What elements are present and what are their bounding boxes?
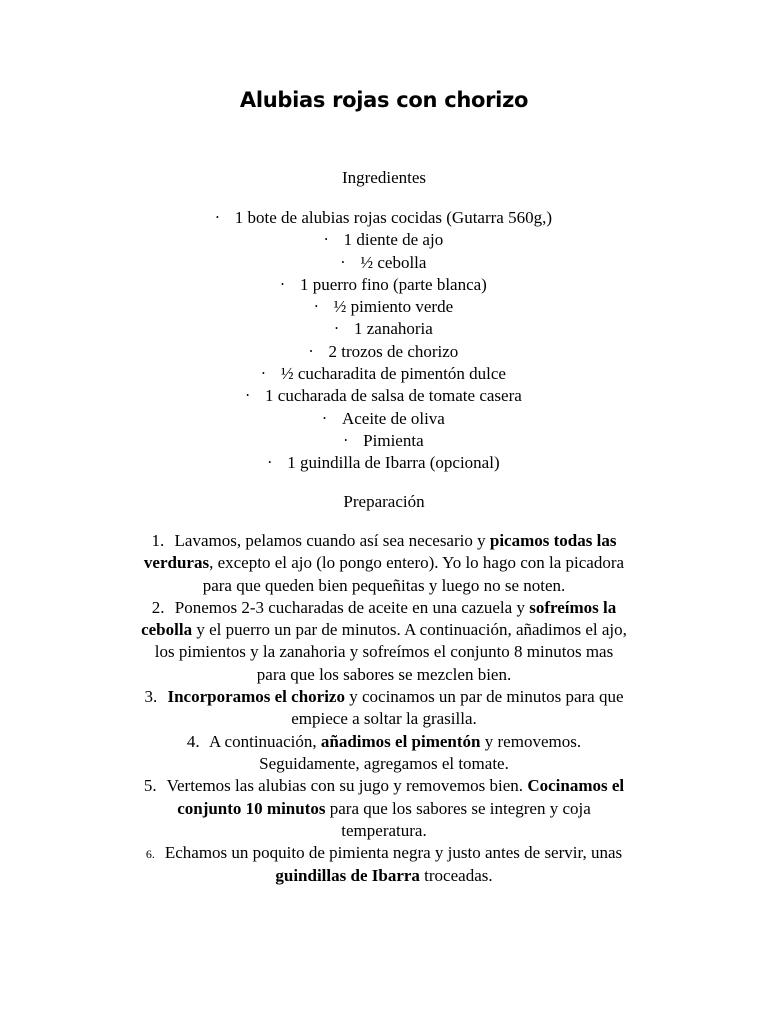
ingredient-text: ½ cebolla xyxy=(360,252,427,272)
ingredient-item xyxy=(0,296,768,318)
ingredient-text: ½ cucharadita de pimentón dulce xyxy=(280,364,506,384)
ingredient-item xyxy=(0,207,768,229)
ingredient-text: ½ pimiento verde xyxy=(333,297,454,317)
step-text: y el puerro un par de minutos. A continuación, añadimos el ajo, los pimientos y la zanahoria y sofreímos el conjunto 8 minutos mas para que los sabores se mezclen bien. xyxy=(154,620,627,684)
step-item xyxy=(140,686,628,731)
step-text: Vertemos las alubias con su jugo y removemos bien. xyxy=(166,776,528,796)
ingredient-text: 2 trozos de chorizo xyxy=(328,341,459,361)
step-highlight: picamos todas las verduras xyxy=(143,531,617,573)
step-number: 3. xyxy=(144,687,158,707)
step-text: A continuación, xyxy=(208,731,321,751)
ingredients-heading: Ingredientes xyxy=(341,168,427,187)
ingredient-item xyxy=(0,341,768,363)
step-number: 5. xyxy=(143,776,157,796)
bullet-icon: • xyxy=(246,391,250,401)
step-highlight: Incorporamos el chorizo xyxy=(167,687,345,707)
ingredient-item xyxy=(0,452,768,474)
bullet-icon: • xyxy=(268,458,272,468)
step-number: 2. xyxy=(151,597,165,617)
step-text: y removemos. Seguidamente, agregamos el tomate. xyxy=(259,731,582,773)
preparation-heading: Preparación xyxy=(343,492,425,511)
bullet-icon: • xyxy=(262,369,265,379)
step-item xyxy=(140,597,628,686)
ingredient-text: 1 guindilla de Ibarra (opcional) xyxy=(287,453,500,473)
bullet-icon: • xyxy=(323,413,326,423)
step-highlight: Cocinamos el conjunto 10 minutos xyxy=(177,776,625,818)
step-highlight: guindillas de Ibarra xyxy=(275,866,420,886)
ingredient-text: 1 bote de alubias rojas cocidas (Gutarra 560g,) xyxy=(234,208,553,227)
step-item xyxy=(140,775,628,842)
bullet-icon: • xyxy=(215,212,219,222)
step-number: 4. xyxy=(186,731,200,751)
recipe-title: Alubias rojas con chorizo xyxy=(239,88,529,112)
ingredient-item xyxy=(0,318,768,340)
ingredient-item xyxy=(0,229,768,251)
step-text: Lavamos, pelamos cuando así sea necesario y xyxy=(174,531,490,550)
ingredient-item xyxy=(0,252,768,274)
step-text: Ponemos 2-3 cucharadas de aceite en una cazuela y xyxy=(174,597,530,617)
bullet-icon: • xyxy=(335,324,338,334)
bullet-icon: • xyxy=(341,257,345,267)
step-number: 6. xyxy=(145,847,155,862)
preparation-steps xyxy=(140,530,628,888)
step-item xyxy=(140,530,628,597)
ingredient-text: Aceite de oliva xyxy=(341,408,445,428)
step-number: 1. xyxy=(151,531,165,550)
step-text: para que los sabores se integren y coja temperatura. xyxy=(325,798,591,840)
ingredient-item xyxy=(0,385,768,407)
step-highlight: añadimos el pimentón xyxy=(320,731,481,751)
bullet-icon: • xyxy=(324,235,328,245)
step-text: y cocinamos un par de minutos para que empiece a soltar la grasilla. xyxy=(291,687,624,729)
step-item xyxy=(140,842,628,888)
bullet-icon: • xyxy=(314,302,318,312)
ingredient-item xyxy=(0,408,768,430)
step-item xyxy=(140,731,628,776)
step-text: troceadas. xyxy=(419,866,493,886)
step-text: , excepto el ajo (lo pongo entero). Yo lo hago con la picadora para que queden bien pequeñitas y luego no se noten. xyxy=(202,553,625,595)
ingredient-text: Pimienta xyxy=(363,430,424,450)
ingredient-item xyxy=(0,363,768,385)
step-highlight: sofreímos la cebolla xyxy=(141,597,617,640)
bullet-icon: • xyxy=(344,435,348,445)
bullet-icon: • xyxy=(309,346,313,356)
ingredient-item xyxy=(0,274,768,296)
ingredient-text: 1 cucharada de salsa de tomate casera xyxy=(265,386,522,406)
ingredient-item xyxy=(0,430,768,452)
ingredient-text: 1 puerro fino (parte blanca) xyxy=(299,274,487,294)
ingredient-text: 1 zanahoria xyxy=(353,319,433,339)
ingredients-list xyxy=(0,207,768,475)
bullet-icon: • xyxy=(281,279,284,289)
ingredient-text: 1 diente de ajo xyxy=(343,230,444,250)
step-text: Echamos un poquito de pimienta negra y justo antes de servir, unas xyxy=(164,843,623,863)
